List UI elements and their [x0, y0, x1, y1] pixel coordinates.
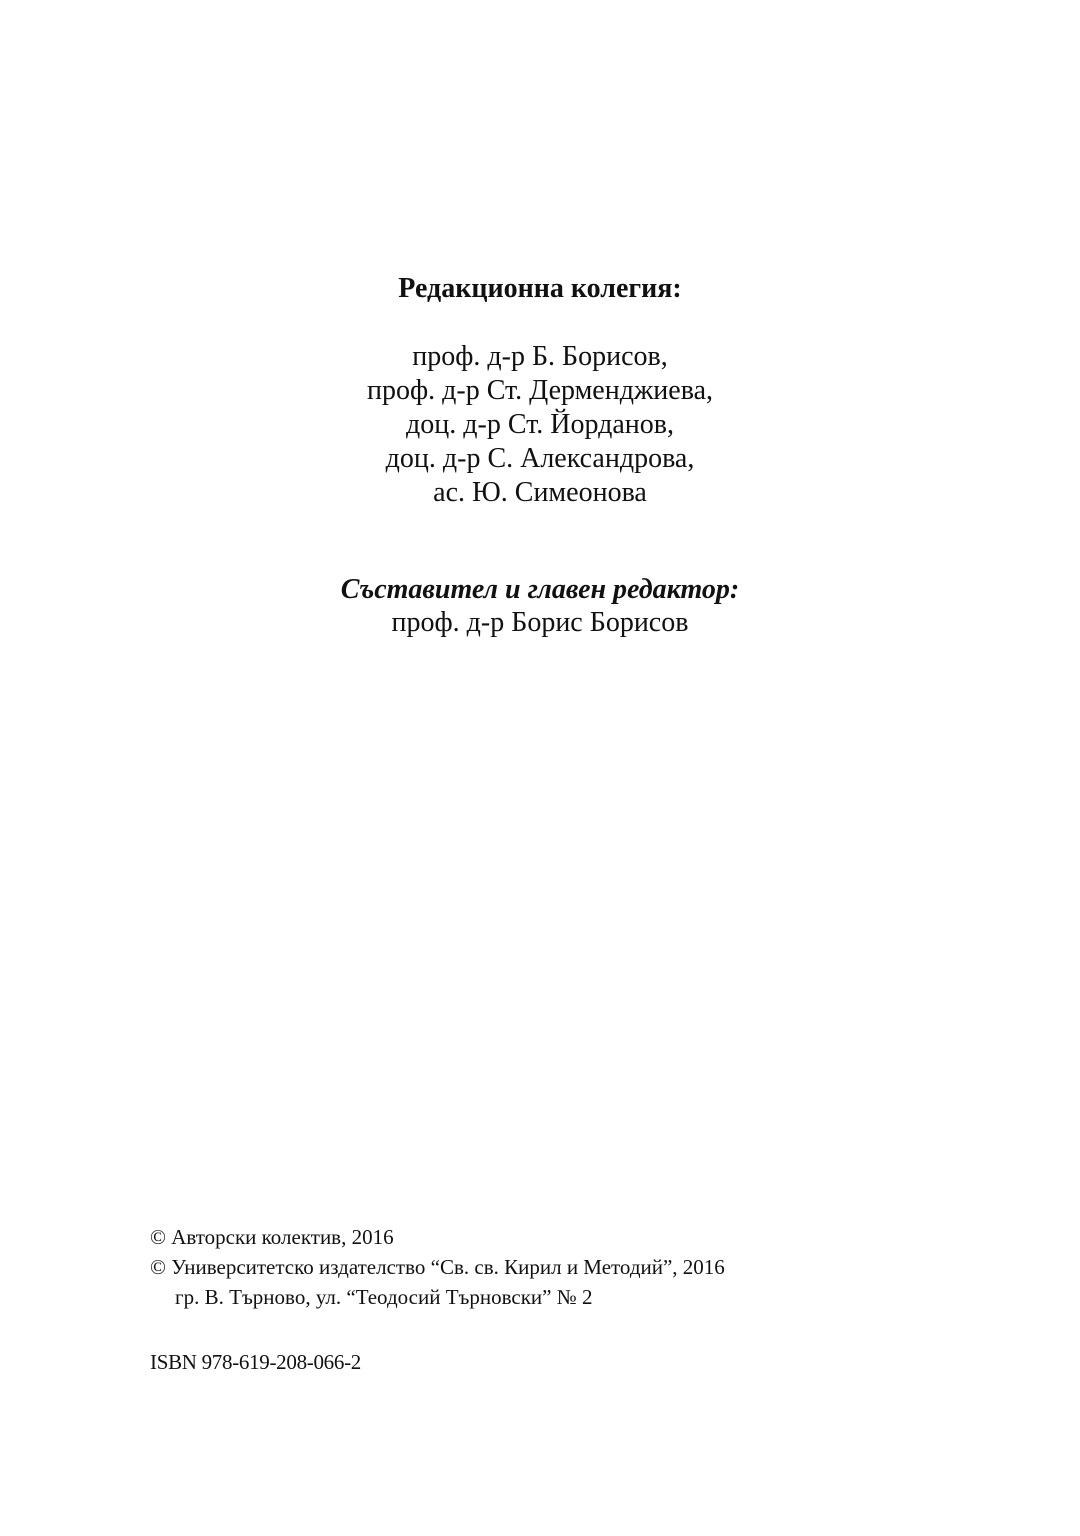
copyright-publisher: © Университетско издателство “Св. св. Кирил и Методий”, 2016: [150, 1255, 725, 1279]
compiler-name: проф. д-р Борис Борисов: [391, 607, 689, 638]
editorial-board-member: ас. Ю. Симеонова: [433, 477, 647, 508]
compiler-heading: Съставител и главен редактор:: [340, 574, 740, 605]
editorial-board-heading: Редакционна колегия:: [398, 273, 682, 304]
editorial-board-list: [0, 340, 1080, 510]
publisher-address: гр. В. Търново, ул. “Теодосий Търновски” № 2: [175, 1285, 593, 1309]
editorial-board-member: проф. д-р Ст. Дерменджиева,: [367, 375, 713, 406]
editorial-board-member: доц. д-р Ст. Йорданов,: [406, 409, 674, 440]
isbn-number: ISBN 978-619-208-066-2: [150, 1350, 361, 1374]
editorial-board-member: доц. д-р С. Александрова,: [385, 443, 695, 474]
imprint-block: [150, 1222, 930, 1312]
editorial-board-member: проф. д-р Б. Борисов,: [412, 341, 668, 372]
copyright-authors: © Авторски колектив, 2016: [150, 1225, 394, 1249]
